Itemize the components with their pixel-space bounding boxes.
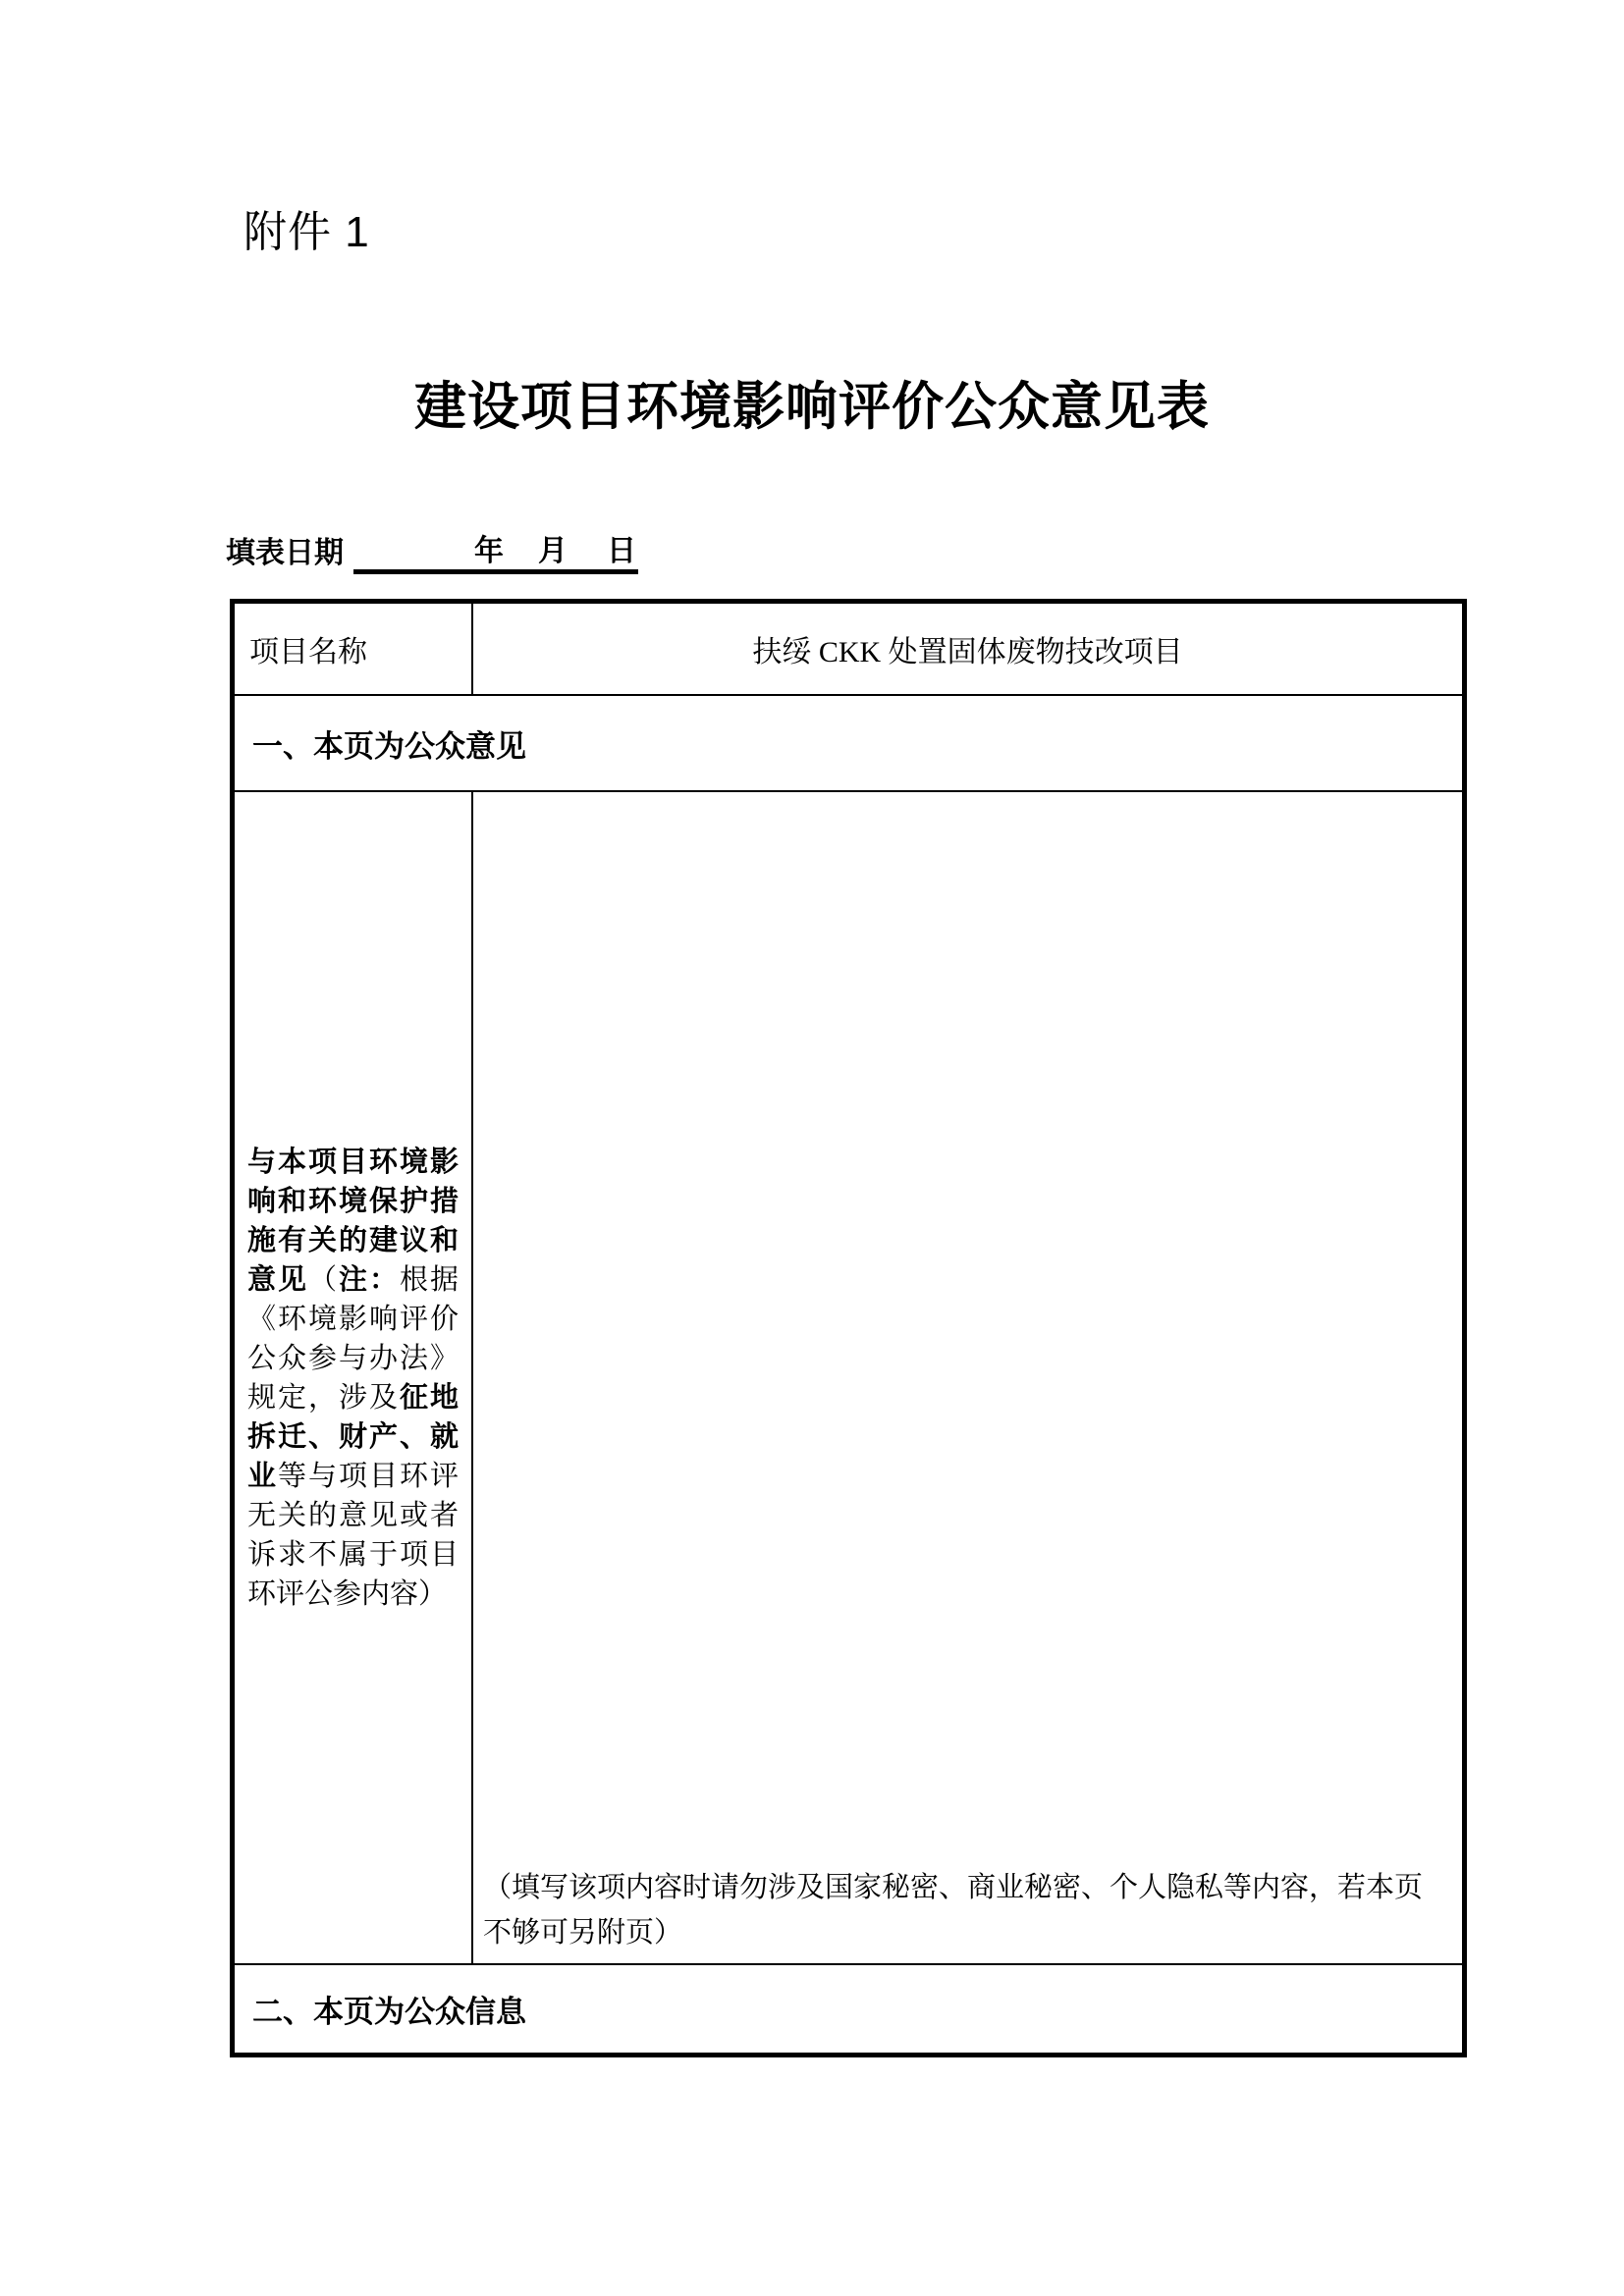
fill-date-line (226, 533, 638, 574)
attachment-label: 附件 1 (244, 208, 370, 256)
day-label: 日 (607, 535, 636, 567)
section-1-header-cell (235, 694, 1462, 790)
project-name-value: 扶绥 CKK 处置固体废物技改项目 (752, 636, 1183, 668)
section-1-title: 一、本页为公众意见 (252, 728, 526, 764)
project-name-label: 项目名称 (249, 636, 367, 668)
section-2-title: 二、本页为公众信息 (252, 1995, 526, 2029)
form-title: 建设项目环境影响评价公众意见表 (414, 378, 1210, 436)
opinion-note: （填写该项内容时请勿涉及国家秘密、商业秘密、个人隐私等内容，若本页不够可另附页） (483, 1872, 1424, 1949)
project-name-value-cell (471, 604, 1462, 694)
fill-date-blank (353, 533, 638, 574)
opinion-body-cell (471, 790, 1462, 1963)
section-2-header-cell (235, 1963, 1462, 2053)
month-label: 月 (538, 535, 568, 567)
opinion-label-text: 与本项目环境影响和环境保护措施有关的建议和意见（注：根据《环境影响评价公众参与办法》规定，涉及征地拆迁、财产、就业等与项目环评无关的意见或者诉求不属于项目环评公参内容） (247, 1146, 459, 1610)
project-name-label-cell (235, 604, 471, 694)
fill-date-label: 填表日期 (226, 537, 344, 569)
year-label: 年 (474, 535, 504, 567)
opinion-content-area (473, 792, 1462, 1865)
opinion-form-table (230, 599, 1467, 2057)
opinion-label-cell (235, 790, 471, 1963)
